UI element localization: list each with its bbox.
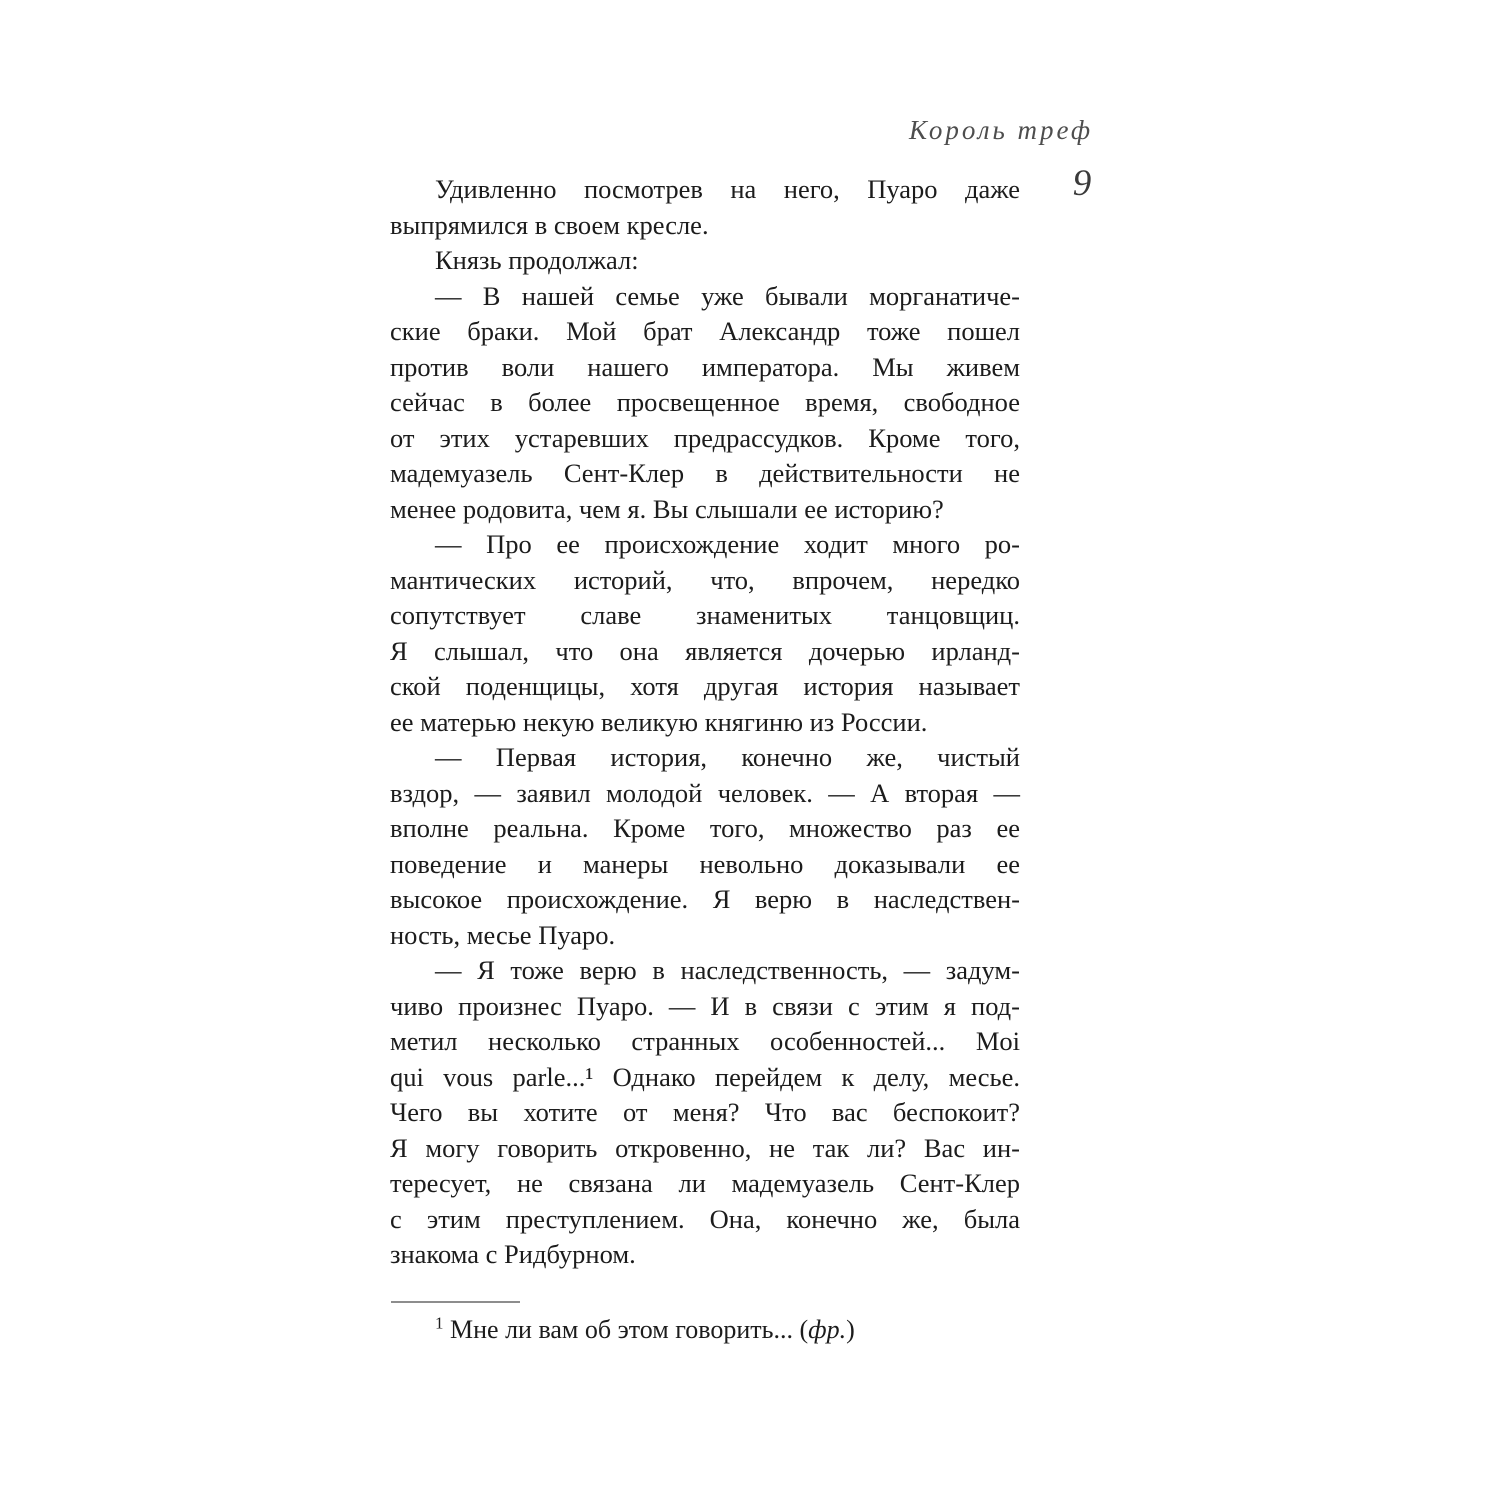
footnote-language-label: фр. (808, 1315, 847, 1344)
text-line: Князь продолжал: (435, 245, 639, 275)
text-line: qui vous parle...¹ Однако перейдем к делу, месье. (390, 1061, 1020, 1092)
paragraph (390, 243, 1020, 279)
text-line: Я слышал, что она является дочерью ирланд- (390, 635, 1020, 666)
text-line: высокое происхождение. Я верю в наследствен- (390, 884, 1020, 914)
footnote-divider (391, 1301, 520, 1303)
text-line: Я могу говорить откровенно, не так ли? Вас ин- (390, 1132, 1020, 1163)
body-text (390, 172, 1020, 1273)
text-line: — Первая история, конечно же, чистый (435, 742, 1020, 772)
text-line: знакома с Ридбурном. (390, 1239, 636, 1269)
paragraph (390, 953, 1020, 1273)
text-line: — Про ее происхождение ходит много ро- (435, 529, 1020, 559)
text-line: сейчас в более просвещенное время, свободное (390, 387, 1020, 417)
text-line: — В нашей семье уже бывали морганатиче- (435, 280, 1020, 311)
paragraph (390, 172, 1020, 243)
text-line: Чего вы хотите от меня? Что вас беспокоит? (390, 1097, 1020, 1127)
paragraph (390, 740, 1020, 953)
footnote-text: Мне ли вам об этом говорить... ( (443, 1315, 809, 1344)
footnote-text-end: ) (846, 1315, 855, 1344)
text-line: Удивленно посмотрев на него, Пуаро даже (435, 174, 1020, 204)
text-line: сопутствует славе знаменитых танцовщиц. (390, 600, 1020, 630)
text-line: ские браки. Мой брат Александр тоже пошел (390, 316, 1020, 346)
page-number: 9 (1072, 163, 1092, 204)
text-line: мантических историй, что, впрочем, нередко (390, 564, 1020, 595)
paragraph (390, 279, 1020, 528)
text-line: тересует, не связана ли мадемуазель Сент-Клер (390, 1168, 1020, 1198)
text-line: ность, месье Пуаро. (390, 919, 616, 950)
text-line: вздор, — заявил молодой человек. — А вторая — (390, 777, 1020, 808)
text-line: выпрямился в своем кресле. (390, 209, 709, 240)
paragraph (390, 527, 1020, 740)
footnote (390, 1313, 1020, 1347)
text-line: поведение и манеры невольно доказывали ее (390, 848, 1020, 879)
text-line: — Я тоже верю в наследственность, — задум- (435, 955, 1020, 985)
text-line: ее матерью некую великую княгиню из России. (390, 706, 928, 737)
text-line: ской поденщицы, хотя другая история называет (390, 671, 1020, 701)
running-head-title: Король треф (908, 115, 1093, 145)
text-line: чиво произнес Пуаро. — И в связи с этим я под- (390, 990, 1020, 1021)
text-line: вполне реальна. Кроме того, множество раз ее (390, 813, 1020, 843)
text-line: с этим преступлением. Она, конечно же, была (390, 1203, 1020, 1234)
text-line: от этих устаревших предрассудков. Кроме того, (390, 422, 1020, 453)
text-line: менее родовита, чем я. Вы слышали ее историю? (390, 493, 944, 524)
text-line: метил несколько странных особенностей... Moi (390, 1026, 1020, 1056)
text-line: против воли нашего императора. Мы живем (390, 351, 1020, 382)
text-line: мадемуазель Сент-Клер в действительности не (390, 458, 1020, 488)
footnote-marker: 1 (435, 1313, 444, 1333)
